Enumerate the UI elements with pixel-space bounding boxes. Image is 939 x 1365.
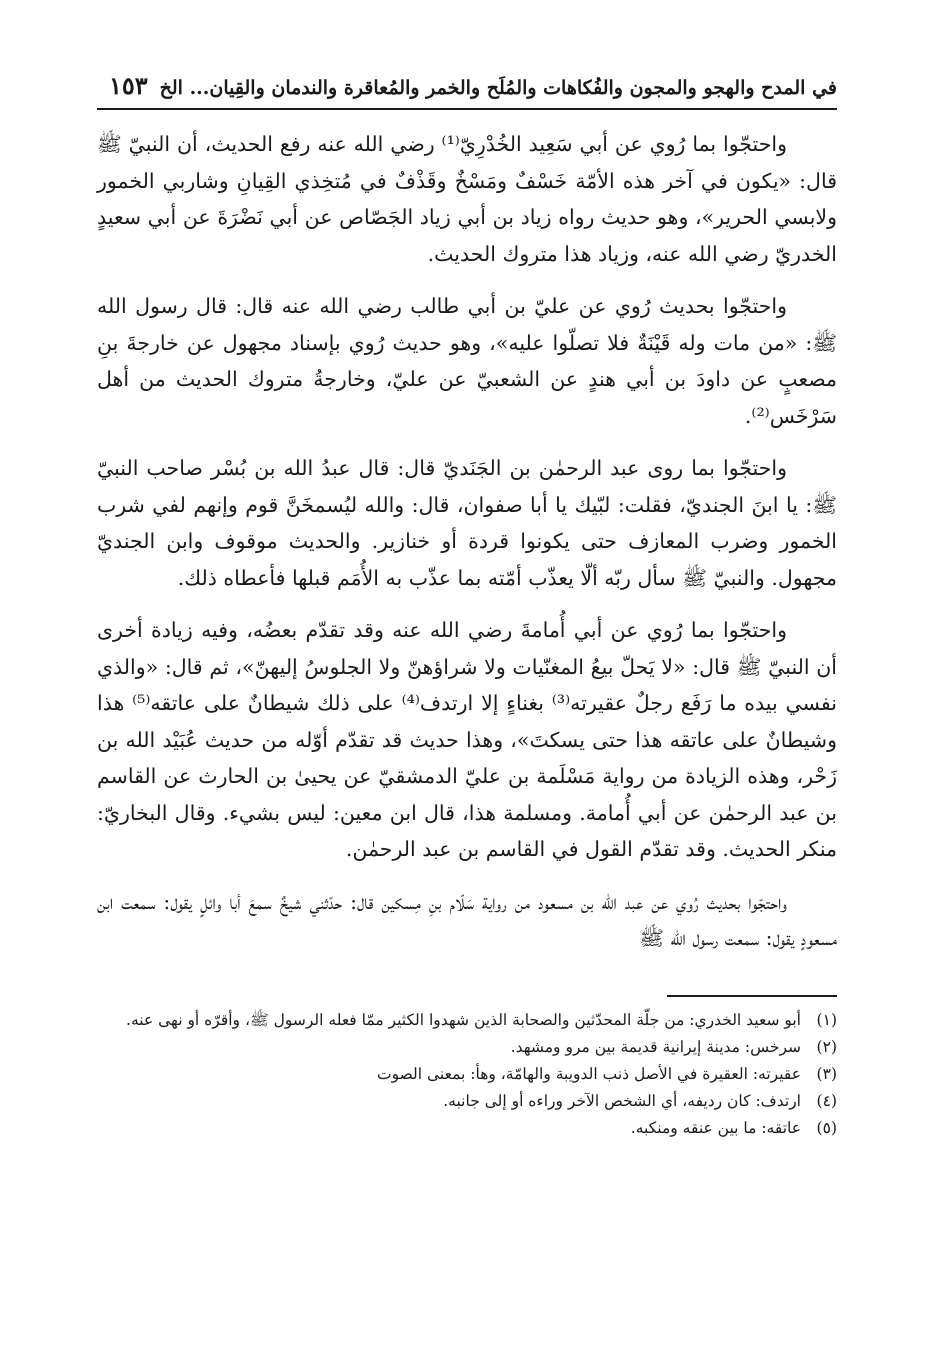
body-text: [97, 126, 837, 957]
footnote-text: ارتدف: كان رديفه، أي الشخص الآخر وراءه أو إلى جانبه.: [443, 1091, 801, 1110]
footnote-text: عقيرته: العقيرة في الأصل ذنب الدويبة والهامّة، وهأ: بمعنى الصوت: [377, 1064, 801, 1083]
paragraph: واحتجّوا بما رُوي عن أبي أُمامةَ رضي الله عنه وقد تقدّم بعضُه، وفيه زيادة أخرى أن النبيّ ﷺ قال: «لا يَحلّ بيعُ المغنّيات ولا شراؤهنّ ولا الجلوسُ إليهنّ»، ثم قال: «والذي نفسي بيده ما رَفَع رجلٌ عقيرته⁽³⁾ بغناءٍ إلا ارتدف⁽⁴⁾ على ذلك شيطانٌ على عاتقه⁽⁵⁾ هذا وشيطانٌ على عاتقه هذا حتى يسكتَ»، وهذا حديث قد تقدّم أوّله من حديث عُبَيْد الله بن زَحْر، وهذه الزيادة من رواية مَسْلَمة بن عليّ الدمشقيّ عن يحيىٰ بن الحارث عن القاسم بن عبد الرحمٰن عن أبي أُمامة. ومسلمة هذا، قال ابن معين: ليس بشيء. وقال البخاريّ: منكر الحديث. وقد تقدّم القول في القاسم بن عبد الرحمٰن.: [97, 618, 837, 861]
footnote-text: أبو سعيد الخدري: من جلّة المحدّثين والصحابة الذين شهدوا الكثير ممّا فعله الرسول ﷺ، وأقرّه أو نهى عنه.: [126, 1010, 801, 1029]
footnote: [97, 1088, 837, 1115]
footnote-text: سرخس: مدينة إيرانية قديمة بين مرو ومشهد.: [510, 1037, 801, 1056]
footnote-number: (٣): [816, 1064, 837, 1083]
running-header: [97, 70, 837, 110]
footnotes-list: [97, 1007, 837, 1142]
paragraph: واحتجّوا بما روى عبد الرحمٰن بن الجَنَديّ قال: قال عبدُ الله بن بُسْر صاحب النبيّ ﷺ: يا ابنَ الجنديّ، فقلت: لبّيك يا أبا صفوان، قال: والله ليُسمخَنَّ قوم وإنهم لفي شرب الخمور وضرب المعازف حتى يكونوا قردة أو خنازير. والحديث موقوف وابن الجنديّ مجهول. والنبيّ ﷺ سأل ربّه ألّا يعذّب أمّته بما عذّب به الأُمَم قبلها فأعطاه ذلك.: [97, 456, 837, 590]
footnote: [97, 1115, 837, 1142]
paragraph: واحتجّوا بحديث رُوي عن عليّ بن أبي طالب رضي الله عنه قال: قال رسول الله ﷺ: «من مات وله قَيْنَةٌ فلا تصلّوا عليه»، وهو حديث رُوي بإسناد مجهول عن خارجةَ بنِ مصعبٍ عن داودَ بن أبي هندٍ عن الشعبيّ عن عليّ، وخارجةُ متروك الحديث من أهل سَرْخَس⁽²⁾.: [97, 294, 837, 428]
footnote-divider: [667, 995, 837, 997]
footnote-number: (٢): [816, 1037, 837, 1056]
footnote: [97, 1061, 837, 1088]
running-title: في المدح والهجو والمجون والفُكاهات والمُلَح والخمر والمُعاقرة والندمان والقِيان... الخ: [159, 77, 837, 99]
paragraph: واحتجّوا بحديث رُوي عن عبد الله بن مسعود من رواية سَلّام بنِ مِسكين قال: حدّثني شيخٌ سمعَ أبا وائلٍ يقول: سمعت ابن مسعودٍ يقول: سمعت رسول الله ﷺ: [97, 889, 837, 950]
footnote-number: (٤): [816, 1091, 837, 1110]
book-page: [97, 70, 837, 1142]
footnote-number: (٥): [816, 1118, 837, 1137]
paragraph: واحتجّوا بما رُوي عن أبي سَعِيد الخُدْرِيّ⁽¹⁾ رضي الله عنه رفع الحديث، أن النبيّ ﷺ قال: «يكون في آخر هذه الأمّة خَسْفٌ ومَسْخٌ وقَذْفٌ في مُتخِذي القِيانِ وشاربي الخمور ولابسي الحرير»، وهو حديث رواه زياد بن أبي زياد الجَصّاص عن أبي نَضْرَةَ عن أبي سعيدٍ الخدريّ رضي الله عنه، وزياد هذا متروك الحديث.: [97, 132, 837, 266]
footnote-number: (١): [816, 1010, 837, 1029]
footnote: [97, 1034, 837, 1061]
footnote-text: عاتقه: ما بين عنقه ومنكبه.: [630, 1118, 801, 1137]
page-number: ١٥٣: [109, 71, 148, 100]
footnote: [97, 1007, 837, 1034]
